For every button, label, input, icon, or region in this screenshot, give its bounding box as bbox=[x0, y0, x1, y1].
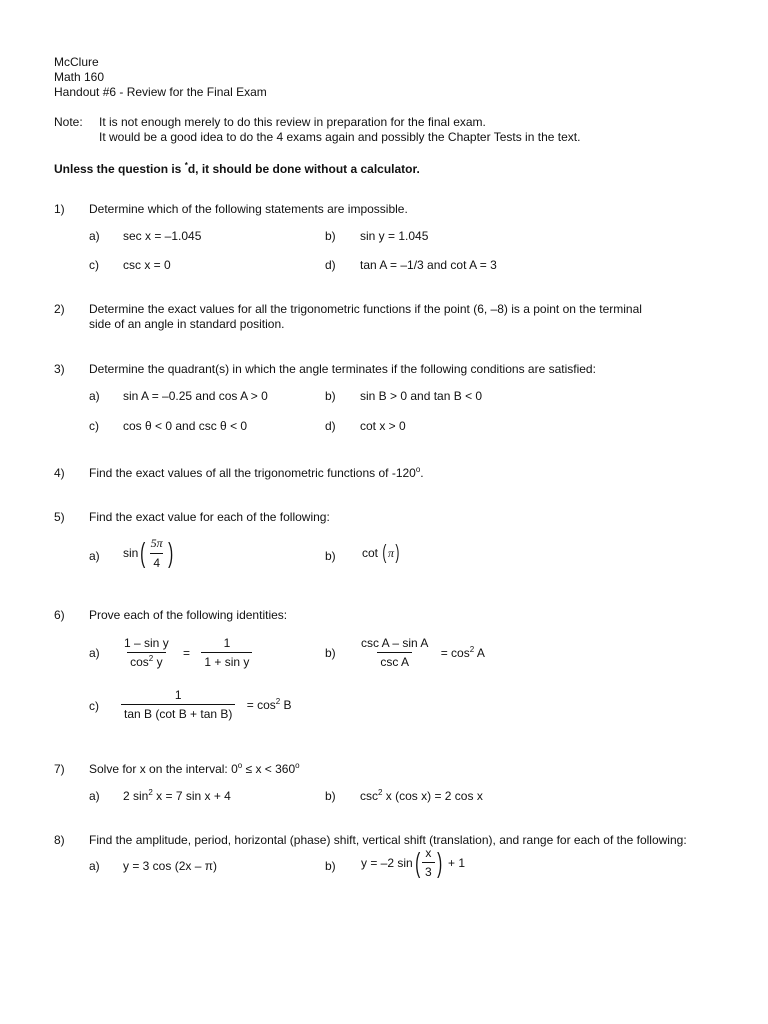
q4-text: Find the exact values of all the trigonometric functions of -120$^o$. bbox=[89, 465, 424, 480]
q3-a-label: a) bbox=[89, 389, 100, 403]
q2-number: 2) bbox=[54, 302, 65, 316]
q8-b-expression: y = –2 sin( $\frac{x}{3}$ ) + 1 bbox=[361, 846, 466, 879]
q8-a-label: a) bbox=[89, 859, 100, 873]
author-name: McClure bbox=[54, 55, 99, 69]
course-name: Math 160 bbox=[54, 70, 105, 84]
q6-number: 6) bbox=[54, 608, 65, 622]
q7-number: 7) bbox=[54, 762, 65, 776]
q2-text-line-2: side of an angle in standard position. bbox=[89, 317, 285, 331]
q3-text: Determine the quadrant(s) in which the angle terminates if the following conditions are satisfied: bbox=[89, 362, 596, 376]
q5-text: Find the exact value for each of the following: bbox=[89, 510, 330, 524]
q4-number: 4) bbox=[54, 466, 65, 480]
q1-number: 1) bbox=[54, 202, 65, 216]
q1-d: tan A = –1/3 and cot A = 3 bbox=[360, 258, 497, 272]
q1-a-label: a) bbox=[89, 229, 100, 243]
handout-title: Handout #6 - Review for the Final Exam bbox=[54, 85, 267, 99]
q3-c: cos θ < 0 and csc θ < 0 bbox=[123, 419, 248, 433]
q1-c-label: c) bbox=[89, 258, 99, 272]
q5-number: 5) bbox=[54, 510, 65, 524]
q3-b: sin B > 0 and tan B < 0 bbox=[360, 389, 483, 403]
q3-number: 3) bbox=[54, 362, 65, 376]
note-line-2: It would be a good idea to do the 4 exams again and possibly the Chapter Tests in the text. bbox=[99, 130, 581, 144]
q7-b-label: b) bbox=[325, 789, 336, 803]
q7-b: $\csc^2 x$ (cos x) = 2 cos x bbox=[360, 788, 483, 803]
q1-b-label: b) bbox=[325, 229, 336, 243]
note-line-1: It is not enough merely to do this review in preparation for the final exam. bbox=[99, 115, 486, 129]
q8-a: y = 3 cos (2x – π) bbox=[123, 859, 217, 873]
q2-text-line-1: Determine the exact values for all the trigonometric functions if the point (6, –8) is a point on the terminal bbox=[89, 302, 642, 316]
q7-a: 2 $\sin^2 x = 7$ sin x + 4 bbox=[123, 788, 231, 803]
q6-b-expression: $\frac{\text{csc A – sin A}}{\text{csc A}}$ = $\cos^2 A$ bbox=[361, 636, 485, 669]
q1-c: csc x = 0 bbox=[123, 258, 171, 272]
q3-a: sin A = –0.25 and cos A > 0 bbox=[123, 389, 268, 403]
q3-b-label: b) bbox=[325, 389, 336, 403]
q7-text: Solve for x on the interval: $0^o \le x < 360^o$ bbox=[89, 761, 300, 776]
q8-b-label: b) bbox=[325, 859, 336, 873]
q1-d-label: d) bbox=[325, 258, 336, 272]
q6-b-label: b) bbox=[325, 646, 336, 660]
calculator-instruction: Unless the question is *d, it should be done without a calculator. bbox=[54, 161, 420, 176]
q6-c-expression: $\frac{1}{\text{tan B (cot B + tan B)}}$ = $\cos^2 B$ bbox=[121, 688, 292, 721]
q5-b-expression: cot (π) bbox=[362, 542, 400, 564]
q6-text: Prove each of the following identities: bbox=[89, 608, 288, 622]
q5-a-label: a) bbox=[89, 549, 100, 563]
q5-a-expression: sin( $\frac{5\pi}{4}$ ) bbox=[123, 536, 173, 570]
q5-b-label: b) bbox=[325, 549, 336, 563]
q6-a-expression: $\frac{\text{1 – sin y}}{\cos^2 y}$ = $\frac{1}{\text{1 + sin y}}$ bbox=[121, 636, 252, 669]
q3-d-label: d) bbox=[325, 419, 336, 433]
q7-a-label: a) bbox=[89, 789, 100, 803]
q3-c-label: c) bbox=[89, 419, 99, 433]
q1-a: sec x = –1.045 bbox=[123, 229, 202, 243]
q8-number: 8) bbox=[54, 833, 65, 847]
q6-c-label: c) bbox=[89, 699, 99, 713]
q1-b: sin y = 1.045 bbox=[360, 229, 429, 243]
q6-a-label: a) bbox=[89, 646, 100, 660]
q1-text: Determine which of the following statements are impossible. bbox=[89, 202, 408, 216]
note-label: Note: bbox=[54, 115, 83, 129]
q8-text: Find the amplitude, period, horizontal (phase) shift, vertical shift (translation), and range for each of the following: bbox=[89, 833, 687, 847]
q3-d: cot x > 0 bbox=[360, 419, 406, 433]
